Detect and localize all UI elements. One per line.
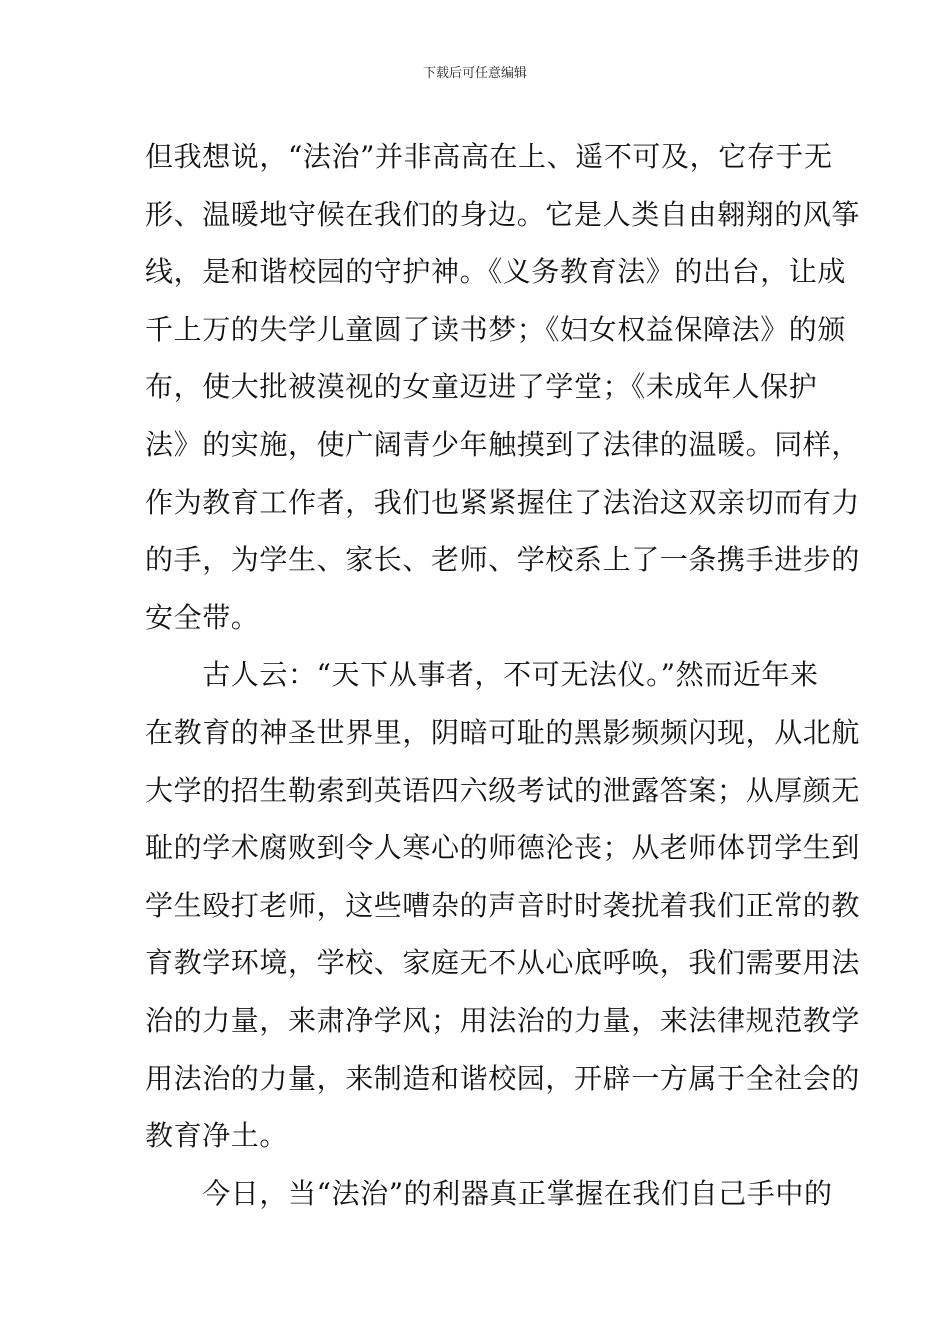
text-line: 古人云：“天下从事者，不可无法仪。”然而近年来 — [145, 658, 819, 692]
text-line: 的手，为学生、家长、老师、学校系上了一条携手进步的 — [145, 543, 861, 577]
text-line: 线，是和谐校园的守护神。《义务教育法》的出台，让成 — [145, 255, 847, 289]
text-line: 在教育的神圣世界里，阴暗可耻的黑影频频闪现，从北航 — [145, 715, 861, 749]
text-line: 学生殴打老师，这些嘈杂的声音时时袭扰着我们正常的教 — [145, 888, 861, 922]
text-line: 耻的学术腐败到令人寒心的师德沦丧；从老师体罚学生到 — [145, 831, 861, 865]
text-line: 教育净土。 — [145, 1119, 289, 1153]
text-line: 法》的实施，使广阔青少年触摸到了法律的温暖。同样， — [145, 427, 861, 461]
page-header: 下载后可任意编辑 — [422, 66, 527, 81]
text-line: 布，使大批被漠视的女童迈进了学堂；《未成年人保护 — [145, 370, 818, 404]
text-line: 千上万的失学儿童圆了读书梦；《妇女权益保障法》的颁 — [145, 312, 847, 346]
text-line: 作为教育工作者，我们也紧紧握住了法治这双亲切而有力 — [145, 485, 861, 519]
text-line: 育教学环境，学校、家庭无不从心底呼唤，我们需要用法 — [145, 946, 861, 980]
text-line: 安全带。 — [145, 600, 260, 634]
text-line: 用法治的力量，来制造和谐校园，开辟一方属于全社会的 — [145, 1061, 861, 1095]
text-line: 形、温暖地守候在我们的身边。它是人类自由翱翔的风筝 — [145, 197, 861, 231]
text-line: 治的力量，来肃净学风；用法治的力量，来法律规范教学 — [145, 1003, 861, 1037]
document-body — [145, 128, 861, 1222]
text-line: 大学的招生勒索到英语四六级考试的泄露答案；从厚颜无 — [145, 773, 861, 807]
text-line: 但我想说，“法治”并非高高在上、遥不可及，它存于无 — [145, 140, 833, 173]
text-line: 今日，当“法治”的利器真正掌握在我们自己手中的 — [145, 1176, 833, 1210]
